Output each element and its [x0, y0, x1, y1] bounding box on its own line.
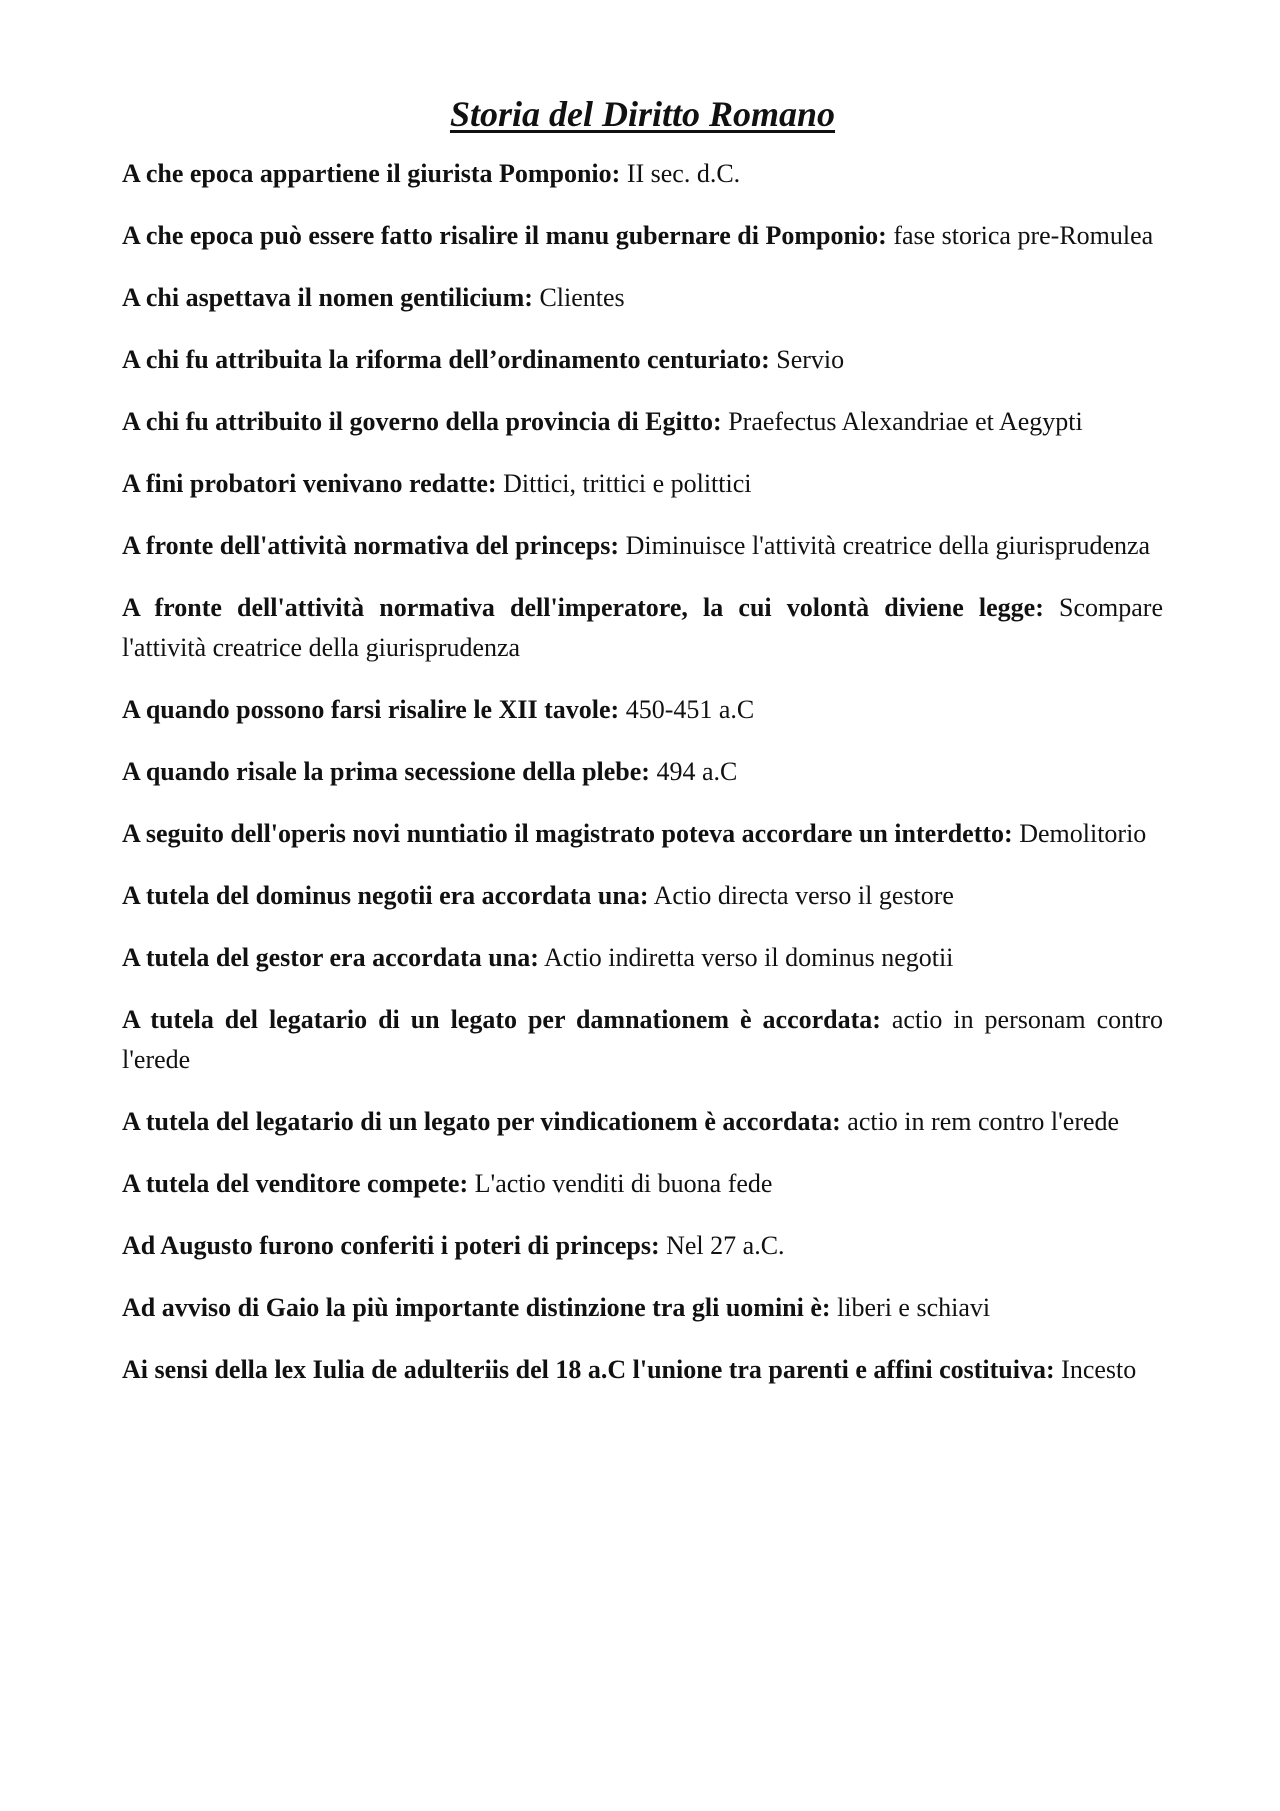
- qa-item: [122, 690, 1163, 730]
- question-text: A chi fu attribuita la riforma dell’ordinamento centuriato:: [122, 345, 770, 374]
- answer-text: actio in personam contro l'erede: [122, 1005, 1163, 1074]
- answer-text: Dittici, trittici e polittici: [503, 469, 752, 498]
- qa-item: [122, 526, 1163, 566]
- qa-item: [122, 1350, 1163, 1390]
- qa-item: [122, 1000, 1163, 1080]
- qa-item: [122, 464, 1163, 504]
- question-text: Ai sensi della lex Iulia de adulteriis del 18 a.C l'unione tra parenti e affini costituiva:: [122, 1355, 1055, 1384]
- question-text: A tutela del legatario di un legato per vindicationem è accordata:: [122, 1107, 841, 1136]
- answer-text: fase storica pre-Romulea: [893, 221, 1154, 250]
- qa-item: [122, 1102, 1163, 1142]
- question-text: A chi fu attribuito il governo della provincia di Egitto:: [122, 407, 722, 436]
- document-title: Storia del Diritto Romano: [449, 94, 836, 134]
- answer-text: 494 a.C: [656, 757, 738, 786]
- answer-text: liberi e schiavi: [837, 1293, 991, 1322]
- qa-item: [122, 1288, 1163, 1328]
- answer-text: Incesto: [1061, 1355, 1137, 1384]
- question-text: A chi aspettava il nomen gentilicium:: [122, 283, 533, 312]
- answer-text: Nel 27 a.C.: [666, 1231, 785, 1260]
- answer-text: Actio directa verso il gestore: [653, 881, 954, 910]
- question-text: A fronte dell'attività normativa dell'imperatore, la cui volontà diviene legge:: [122, 593, 1044, 622]
- question-text: A quando risale la prima secessione della plebe:: [122, 757, 650, 786]
- question-text: Ad avviso di Gaio la più importante distinzione tra gli uomini è:: [122, 1293, 831, 1322]
- qa-list: [122, 154, 1163, 1390]
- answer-text: Demolitorio: [1019, 819, 1147, 848]
- question-text: A quando possono farsi risalire le XII tavole:: [122, 695, 620, 724]
- answer-text: actio in rem contro l'erede: [847, 1107, 1120, 1136]
- qa-item: [122, 1164, 1163, 1204]
- question-text: A che epoca appartiene il giurista Pomponio:: [122, 159, 621, 188]
- qa-item: [122, 154, 1163, 194]
- question-text: A che epoca può essere fatto risalire il manu gubernare di Pomponio:: [122, 221, 887, 250]
- qa-item: [122, 402, 1163, 442]
- answer-text: L'actio venditi di buona fede: [474, 1169, 773, 1198]
- question-text: A tutela del legatario di un legato per damnationem è accordata:: [122, 1005, 881, 1034]
- qa-item: [122, 814, 1163, 854]
- answer-text: Diminuisce l'attività creatrice della giurisprudenza: [625, 531, 1151, 560]
- qa-item: [122, 588, 1163, 668]
- question-text: A tutela del gestor era accordata una:: [122, 943, 539, 972]
- answer-text: Actio indiretta verso il dominus negotii: [543, 943, 954, 972]
- qa-item: [122, 1226, 1163, 1266]
- answer-text: Clientes: [539, 283, 625, 312]
- question-text: A tutela del venditore compete:: [122, 1169, 469, 1198]
- answer-text: 450-451 a.C: [625, 695, 755, 724]
- question-text: Ad Augusto furono conferiti i poteri di princeps:: [122, 1231, 660, 1260]
- question-text: A fini probatori venivano redatte:: [122, 469, 497, 498]
- qa-item: [122, 216, 1163, 256]
- answer-text: Praefectus Alexandriae et Aegypti: [728, 407, 1083, 436]
- question-text: A fronte dell'attività normativa del princeps:: [122, 531, 620, 560]
- question-text: A seguito dell'operis novi nuntiatio il magistrato poteva accordare un interdetto:: [122, 819, 1013, 848]
- answer-text: II sec. d.C.: [626, 159, 741, 188]
- qa-item: [122, 876, 1163, 916]
- question-text: A tutela del dominus negotii era accordata una:: [122, 881, 649, 910]
- qa-item: [122, 278, 1163, 318]
- qa-item: [122, 938, 1163, 978]
- qa-item: [122, 340, 1163, 380]
- answer-text: Servio: [776, 345, 845, 374]
- qa-item: [122, 752, 1163, 792]
- answer-text: Scompare l'attività creatrice della giurisprudenza: [122, 593, 1164, 662]
